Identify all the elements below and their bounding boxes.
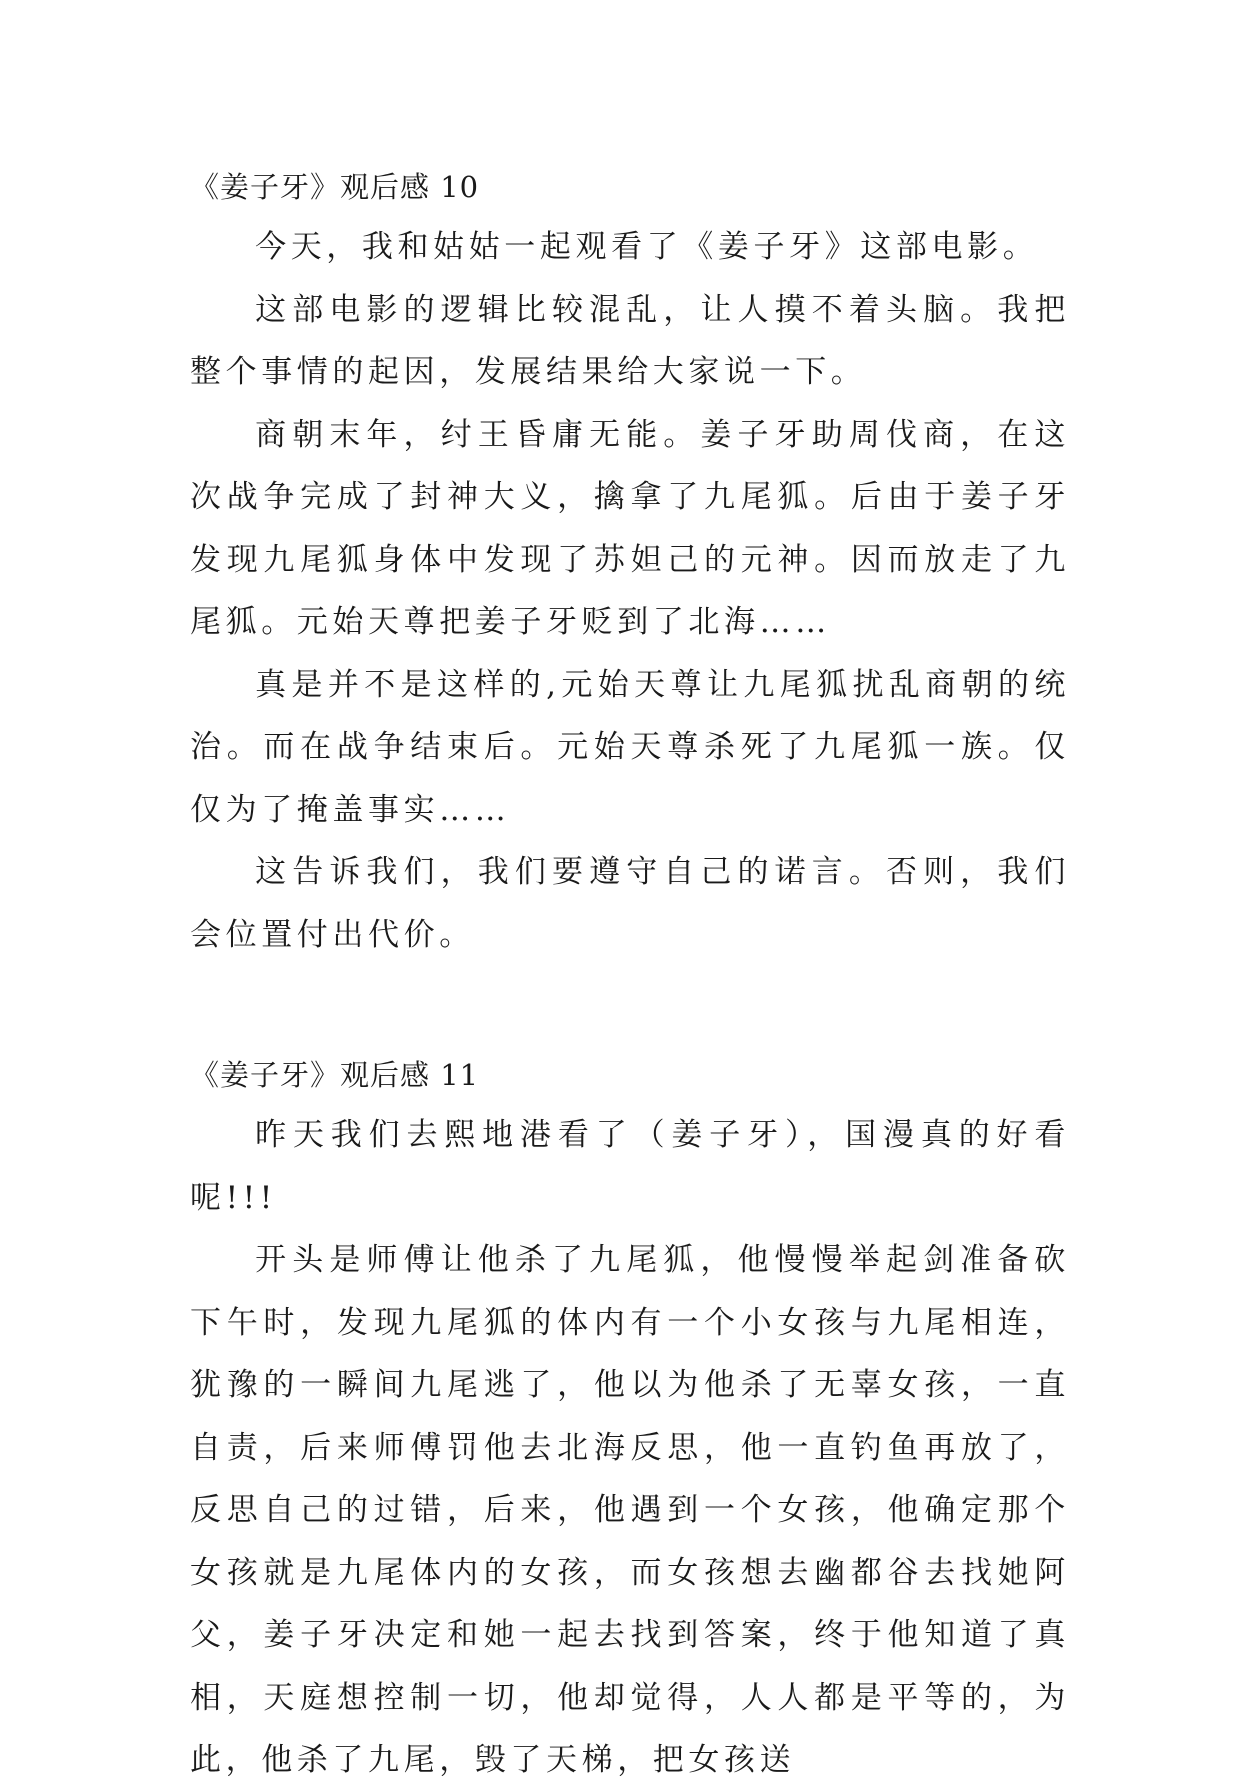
paragraph: 这告诉我们，我们要遵守自己的诺言。否则，我们会位置付出代价。 — [190, 854, 1070, 953]
essay-section-11 — [190, 1046, 1070, 1792]
paragraph: 真是并不是这样的,元始天尊让九尾狐扰乱商朝的统治。而在战争结束后。元始天尊杀死了九尾狐一族。仅仅为了掩盖事实…… — [190, 666, 1070, 828]
essay-section-10 — [190, 158, 1070, 966]
paragraph: 商朝末年，纣王昏庸无能。姜子牙助周伐商，在这次战争完成了封神大义，擒拿了九尾狐。后由于姜子牙发现九尾狐身体中发现了苏妲己的元神。因而放走了九尾狐。元始天尊把姜子牙贬到了北海…… — [190, 416, 1070, 640]
paragraph: 今天，我和姑姑一起观看了《姜子牙》这部电影。 — [255, 229, 1039, 265]
section-spacer — [190, 966, 1070, 1046]
document-page — [190, 158, 1070, 1792]
paragraph: 昨天我们去熙地港看了（姜子牙），国漫真的好看呢!!! — [190, 1117, 1070, 1216]
essay-title: 《姜子牙》观后感 11 — [190, 1058, 480, 1092]
essay-title: 《姜子牙》观后感 10 — [190, 170, 480, 204]
paragraph: 这部电影的逻辑比较混乱，让人摸不着头脑。我把整个事情的起因，发展结果给大家说一下。 — [190, 291, 1070, 390]
paragraph: 开头是师傅让他杀了九尾狐，他慢慢举起剑准备砍下午时，发现九尾狐的体内有一个小女孩与九尾相连，犹豫的一瞬间九尾逃了，他以为他杀了无辜女孩，一直自责，后来师傅罚他去北海反思，他一直钓鱼再放了，反思自己的过错，后来，他遇到一个女孩，他确定那个女孩就是九尾体内的女孩，而女孩想去幽都谷去找她阿父，姜子牙决定和她一起去找到答案，终于他知道了真相，天庭想控制一切，他却觉得，人人都是平等的，为此，他杀了九尾，毁了天梯，把女孩送 — [190, 1242, 1070, 1778]
